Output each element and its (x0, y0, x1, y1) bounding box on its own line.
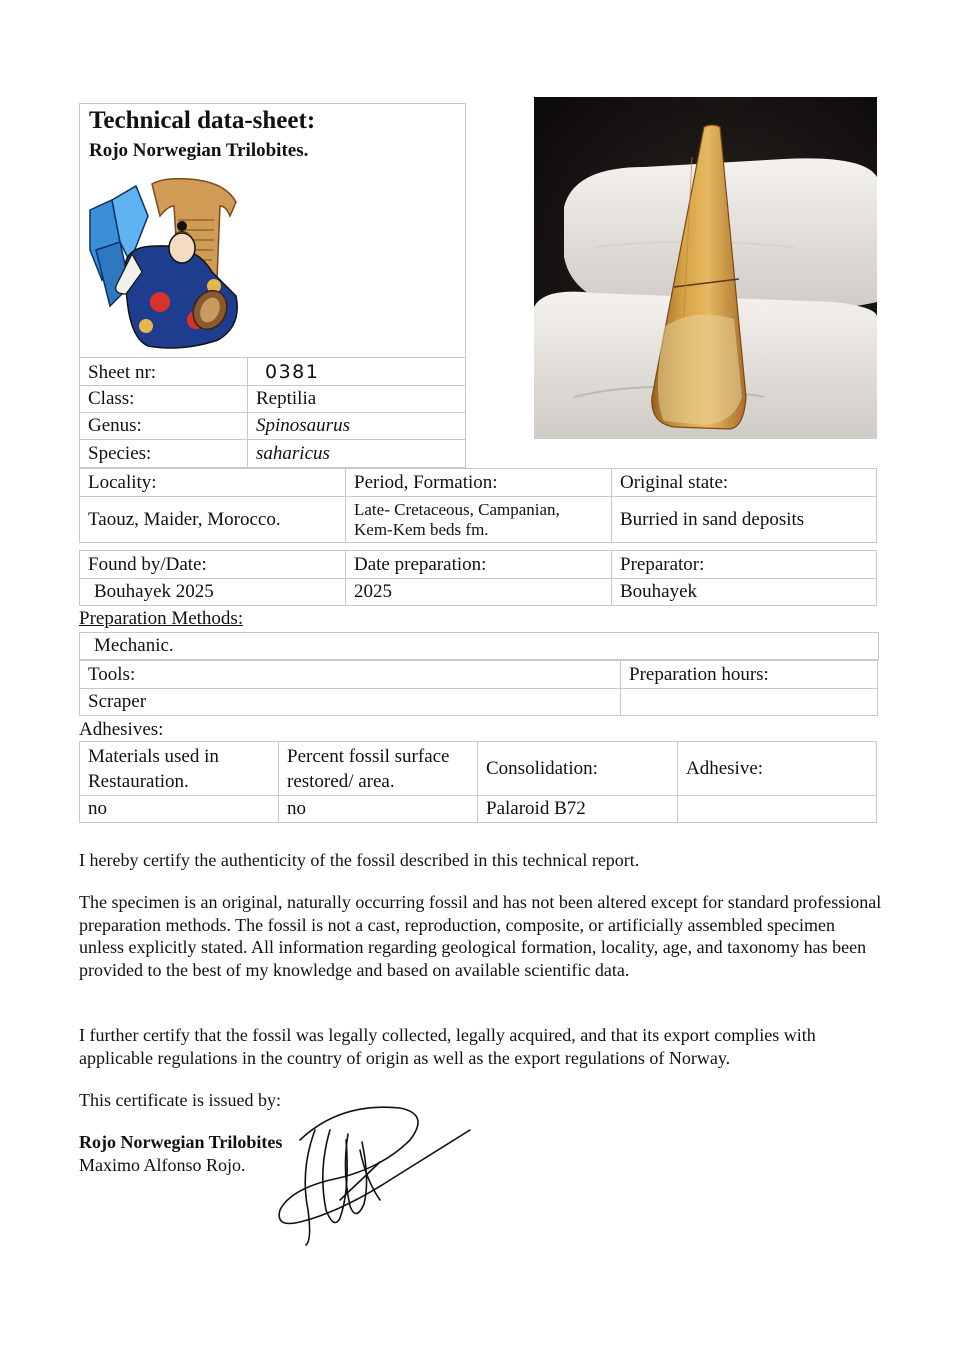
preparation-methods-heading: Preparation Methods: (79, 608, 244, 629)
prep-date-value: 2025 (345, 578, 612, 606)
samurai-trilobite-logo (86, 176, 246, 354)
certify-paragraph-3: I further certify that the fossil was legally collected, legally acquired, and that its export complies with applicable regulations in the country of origin as well as the export regulations of Norway. (79, 1025, 816, 1068)
certify-paragraph-1: I hereby certify the authenticity of the fossil described in this technical report. (79, 850, 640, 870)
materials-header-line-2: Restauration. (88, 770, 189, 792)
materials-header (79, 741, 279, 796)
period-line-2: Kem-Kem beds fm. (354, 519, 489, 539)
tools-label: Tools: (79, 660, 621, 689)
percent-header-line-2: restored/ area. (287, 770, 395, 792)
tools-value: Scraper (79, 688, 621, 716)
materials-value: no (79, 795, 279, 823)
spinosaurus-tooth-photo (534, 97, 877, 439)
class-value: Reptilia (247, 385, 466, 413)
percent-header-line-1: Percent fossil surface (287, 745, 450, 767)
certify-paragraph-2: The specimen is an original, naturally occurring fossil and has not been altered except for standard professional preparation methods. The fossil is not a cast, reproduction, composite, or artificially assembled specimen unless explicitly stated. All information regarding geological formation, locality, age, and taxonomy has been provided to the best of my knowledge and based on available scientific data. (79, 892, 882, 980)
state-label: Original state: (611, 468, 877, 497)
adhesive-value (677, 795, 877, 823)
genus-value: Spinosaurus (247, 412, 466, 440)
issuer-company: Rojo Norwegian Trilobites (79, 1132, 283, 1152)
adhesives-heading: Adhesives: (79, 719, 164, 740)
period-line-1: Late- Cretaceous, Campanian, (354, 499, 560, 519)
sheet-nr-label: Sheet nr: (79, 357, 249, 386)
page-title: Technical data-sheet: (89, 107, 316, 134)
hours-label: Preparation hours: (620, 660, 878, 689)
handwritten-signature (270, 1100, 480, 1250)
materials-header-line-1: Materials used in (88, 745, 219, 767)
species-label: Species: (79, 439, 249, 468)
issued-by-text: This certificate is issued by: (79, 1090, 281, 1110)
consolidation-value: Palaroid B72 (477, 795, 678, 823)
species-value: saharicus (247, 439, 466, 468)
adhesive-header: Adhesive: (677, 741, 877, 796)
found-label: Found by/Date: (79, 550, 346, 579)
hours-value (620, 688, 878, 716)
locality-label: Locality: (79, 468, 346, 497)
sheet-nr-value: 0381 (247, 357, 466, 386)
percent-value: no (278, 795, 478, 823)
preparator-value: Bouhayek (611, 578, 877, 606)
locality-value: Taouz, Maider, Morocco. (79, 496, 346, 543)
company-subtitle: Rojo Norwegian Trilobites. (89, 140, 309, 161)
genus-label: Genus: (79, 412, 249, 440)
found-value: Bouhayek 2025 (79, 578, 346, 606)
state-value: Burried in sand deposits (611, 496, 877, 543)
preparator-label: Preparator: (611, 550, 877, 579)
period-label: Period, Formation: (345, 468, 612, 497)
period-value (345, 496, 612, 543)
prep-date-label: Date preparation: (345, 550, 612, 579)
methods-value: Mechanic. (79, 632, 879, 660)
percent-header (278, 741, 478, 796)
class-label: Class: (79, 385, 249, 413)
consolidation-header: Consolidation: (477, 741, 678, 796)
issuer-person: Maximo Alfonso Rojo. (79, 1155, 246, 1175)
